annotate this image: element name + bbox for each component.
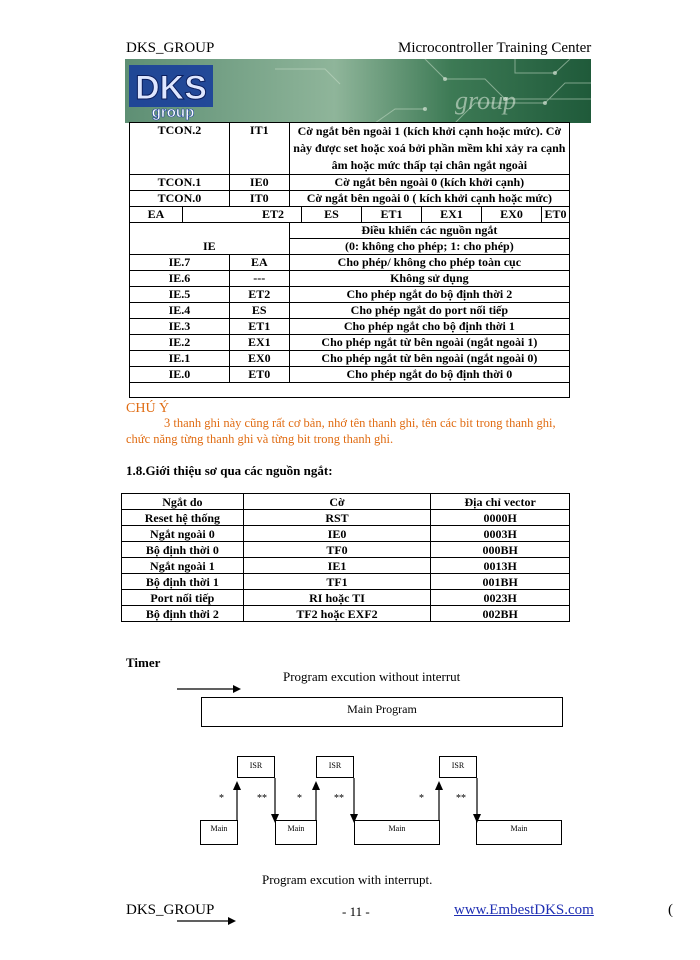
page-number: - 11 - [342,904,370,919]
cell: Cho phép ngắt cho bộ định thời 1 [289,319,569,335]
cell: Không sử dụng [289,271,569,287]
isr-box: ISR [439,756,477,778]
header-left: DKS_GROUP [126,40,215,56]
bit-cell: ET1 [362,207,422,222]
cell: 0013H [431,558,570,574]
cell: IE0 [243,526,431,542]
column-header: Địa chỉ vector [431,494,570,510]
cell: EX1 [229,335,289,351]
arrow-head [228,917,236,925]
cell: TF0 [243,542,431,558]
cell: Cờ ngắt bên ngoài 0 ( kích khởi cạnh hoặc mức) [289,191,569,207]
section-title: 1.8.Giới thiệu sơ qua các nguồn ngắt: [126,463,333,478]
cell: IT0 [229,191,289,207]
cell: Reset hệ thống [122,510,244,526]
note-body: 3 thanh ghi này cũng rất cơ bản, nhớ tên thanh ghi, tên các bit trong thanh ghi, chức năng từng thanh ghi và từng bit trong thanh ghi. [126,416,556,446]
pre-interrupt-marker: * [219,793,224,804]
bit-cell: ES [302,207,362,222]
cell: Ngắt ngoài 1 [122,558,244,574]
cell: ET2 [229,287,289,303]
cell: (0: không cho phép; 1: cho phép) [289,239,569,255]
post-interrupt-marker: ** [456,793,466,804]
pre-interrupt-marker: * [419,793,424,804]
cell: IE.1 [130,351,230,367]
timer-heading: Timer [126,655,161,670]
cell: Bộ định thời 2 [122,606,244,622]
bit-cell: EA [130,207,183,222]
cell: TCON.2 [130,123,230,175]
cell: Cho phép ngắt do bộ định thời 2 [289,287,569,303]
cell: IE0 [229,175,289,191]
caption-without-interrupt: Program excution without interrut [283,669,461,684]
cell: 000BH [431,542,570,558]
column-header: Cờ [243,494,431,510]
cell: EX0 [229,351,289,367]
cell: IT1 [229,123,289,175]
post-interrupt-marker: ** [257,793,267,804]
post-interrupt-marker: ** [334,793,344,804]
main-box: Main [476,820,562,845]
cell: Cho phép/ không cho phép toàn cục [289,255,569,271]
arrow-head [233,781,241,790]
pre-interrupt-marker: * [297,793,302,804]
cell: IE.7 [130,255,230,271]
cell: Ngắt ngoài 0 [122,526,244,542]
cell: IE1 [243,558,431,574]
svg-text:DKS: DKS [135,69,207,107]
cell: RST [243,510,431,526]
cell: RI hoặc TI [243,590,431,606]
cell: TF1 [243,574,431,590]
cell: IE.6 [130,271,230,287]
website-link[interactable]: www.EmbestDKS.com [454,902,594,918]
cell: TCON.1 [130,175,230,191]
cell: Cờ ngắt bên ngoài 0 (kích khởi cạnh) [289,175,569,191]
svg-text:group: group [455,86,517,115]
cell: IE.5 [130,287,230,303]
note-title: CHÚ Ý [126,401,170,416]
main-box: Main [275,820,317,845]
cell: IE.3 [130,319,230,335]
cell: Điều khiển các nguồn ngắt [289,223,569,239]
cell: IE [130,239,290,255]
footer-left: DKS_GROUP [126,902,215,918]
main-box: Main [354,820,440,845]
cell: IE.0 [130,367,230,383]
cell: IE.2 [130,335,230,351]
cell: 002BH [431,606,570,622]
cell: Port nối tiếp [122,590,244,606]
isr-box: ISR [237,756,275,778]
isr-box: ISR [316,756,354,778]
bit-cell: ET0 [544,207,567,221]
main-program-box: Main Program [201,697,563,727]
cell: ET0 [229,367,289,383]
cell: ET1 [229,319,289,335]
cell: IE.4 [130,303,230,319]
cell: EA [229,255,289,271]
cell: Bộ định thời 0 [122,542,244,558]
cell: Cờ ngắt bên ngoài 1 (kích khởi cạnh hoặc mức). Cờ này được set hoặc xoá bởi phần mềm khi xảy ra cạnh âm hoặc mức thấp tại chân ngắt ngoài [289,123,569,175]
cell: Cho phép ngắt do bộ định thời 0 [289,367,569,383]
cell: 001BH [431,574,570,590]
bit-cell: EX1 [422,207,482,222]
cell: 0000H [431,510,570,526]
cell: TCON.0 [130,191,230,207]
header-right: Microcontroller Training Center [398,40,592,56]
arrow-head [312,781,320,790]
cell: Cho phép ngắt do port nối tiếp [289,303,569,319]
arrow-head [233,685,241,693]
arrow-head [435,781,443,790]
bit-cell: ET2 [245,207,302,222]
cell: Cho phép ngắt từ bên ngoài (ngắt ngoài 0) [289,351,569,367]
cell: 0023H [431,590,570,606]
svg-text:group: group [151,104,195,121]
main-box: Main [200,820,238,845]
cell: ES [229,303,289,319]
cell: --- [229,271,289,287]
cell: 0003H [431,526,570,542]
bit-cell: EX0 [482,207,542,222]
cell: TF2 hoặc EXF2 [243,606,431,622]
caption-with-interrupt: Program excution with interrupt. [262,872,433,887]
cell: Bộ định thời 1 [122,574,244,590]
cell: Cho phép ngắt từ bên ngoài (ngắt ngoài 1) [289,335,569,351]
column-header: Ngắt do [122,494,244,510]
footer-extra: ( [668,902,673,918]
